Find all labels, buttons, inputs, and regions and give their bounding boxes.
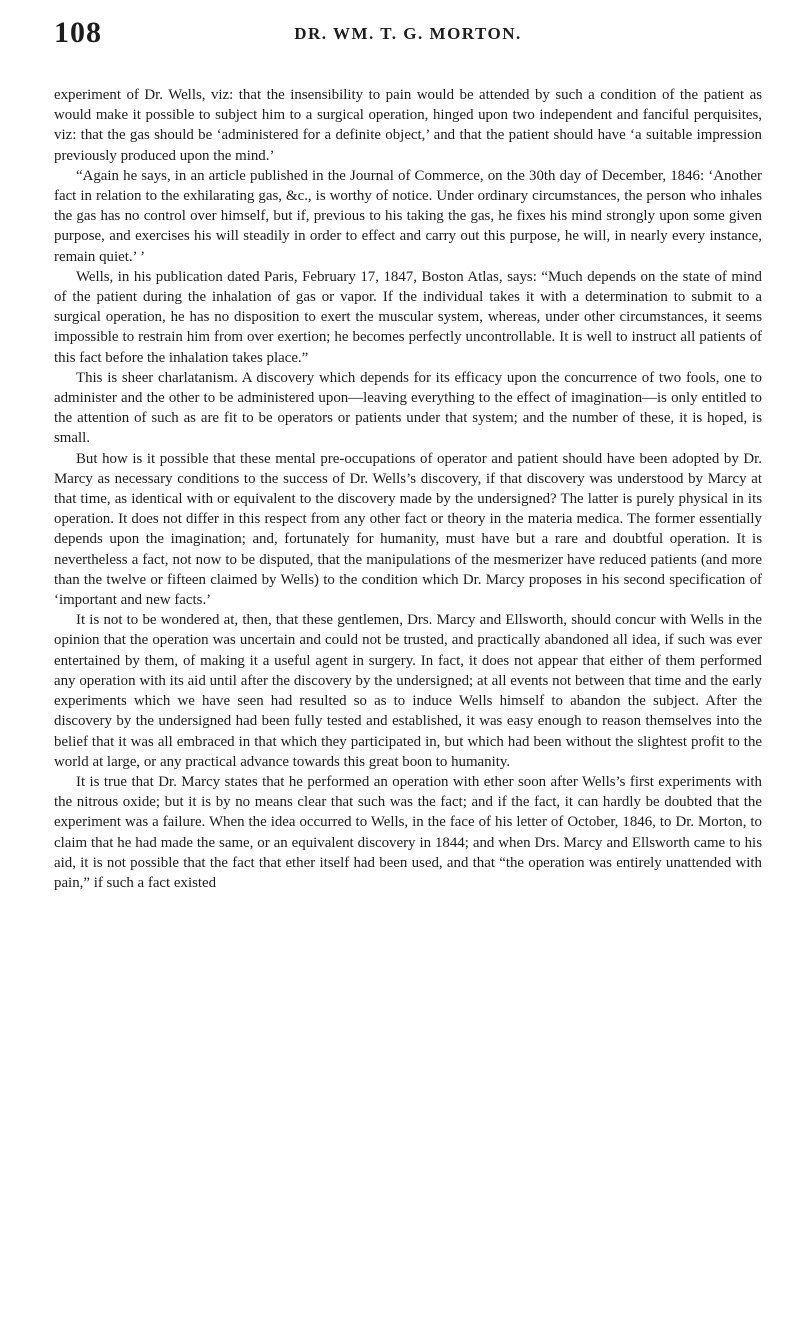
paragraph-continuation: experiment of Dr. Wells, viz: that the insensibility to pain would be attended by such a condition of the patient as would make it possible to subject him to a surgical operation, hinged upon two independent and fanciful perquisites, viz: that the gas should be ‘administered for a definite object,’ and that the patient should have ‘a suitable impression previously produced upon the mind.’ xyxy=(54,87,762,164)
page-number: 108 xyxy=(54,16,102,49)
paragraph-marcy-ether-operation: It is true that Dr. Marcy states that he performed an operation with ether soon after Wells’s first experiments with the nitrous oxide; but it is by no means clear that such was the fact; and if the fact, it can hardly be doubted that the experiment was a failure. When the idea occurred to Wells, in the face of his letter of October, 1846, to Dr. Morton, to claim that he had made the same, or an equivalent discovery in 1844; and when Drs. Marcy and Ellsworth came to his aid, it is not possible that the fact that ether itself had been used, and that “the operation was entirely unattended with pain,” if such a fact existed xyxy=(54,773,762,891)
paragraph-marcy-ellsworth: It is not to be wondered at, then, that these gentlemen, Drs. Marcy and Ellsworth, should concur with Wells in the opinion that the operation was uncertain and could not be trusted, and practically abandoned all idea, if such was ever entertained by them, of making it a useful agent in surgery. In fact, it does not appear that either of them performed any operation with its aid until after the discovery by the undersigned; at all events not between that time and the early experiments which we have seen had resulted so as to induce Wells himself to abandon the subject. After the discovery by the undersigned had been fully tested and established, it was easy enough to reason themselves into the belief that it was all embraced in that which they participated in, but which had been without the slightest profit to the world at large, or any practical advance towards this great boon to humanity. xyxy=(54,612,762,770)
paragraph-charlatanism: This is sheer charlatanism. A discovery which depends for its efficacy upon the concurrence of two fools, one to administer and the other to be administered upon—leaving everything to the effect of imagination—is only entitled to the attention of such as are fit to be operators or patients under that system; and the number of these, it is hoped, is small. xyxy=(54,369,762,447)
paragraph-journal-of-commerce-quote: “Again he says, in an article published in the Journal of Commerce, on the 30th day of December, 1846: ‘Another fact in relation to the exhilarating gas, &c., is worthy of notice. Under ordinary circumstances, the person who inhales the gas has no control over himself, but if, previous to his taking the gas, he fixes his mind strongly upon some given purpose, and exercises his will steadily in order to effect and carry out this purpose, he will, in nearly every instance, remain quiet.’ ’ xyxy=(54,167,762,265)
running-head: DR. WM. T. G. MORTON. xyxy=(294,24,522,43)
body-text xyxy=(54,85,762,893)
book-page xyxy=(54,0,762,891)
page-header xyxy=(54,0,762,60)
paragraph-boston-atlas-quote: Wells, in his publication dated Paris, February 17, 1847, Boston Atlas, says: “Much depends on the state of mind of the patient during the inhalation of gas or vapor. If the individual takes it with a determination to submit to a surgical operation, he has no disposition to exert the muscular system, whereas, under other circumstances, it seems impossible to restrain him from over exertion; he becomes perfectly uncontrollable. It is well to instruct all patients of this fact before the inhalation takes place.” xyxy=(54,268,762,366)
paragraph-mental-preoccupations: But how is it possible that these mental pre-occupations of operator and patient should have been adopted by Dr. Marcy as necessary conditions to the success of Dr. Wells’s discovery, if that discovery was understood by Marcy at that time, as identical with or equivalent to the discovery made by the undersigned? The latter is purely physical in its operation. It does not differ in this respect from any other fact or theory in the materia medica. The former essentially depends upon the imagination; and, fortunately for humanity, must have but a rare and doubtful operation. It is nevertheless a fact, not now to be disputed, that the manipulations of the mesmerizer have reduced patients (and more than the twelve or fifteen claimed by Wells) to the condition which Dr. Marcy proposes in his second specification of ‘important and new facts.’ xyxy=(54,450,762,609)
